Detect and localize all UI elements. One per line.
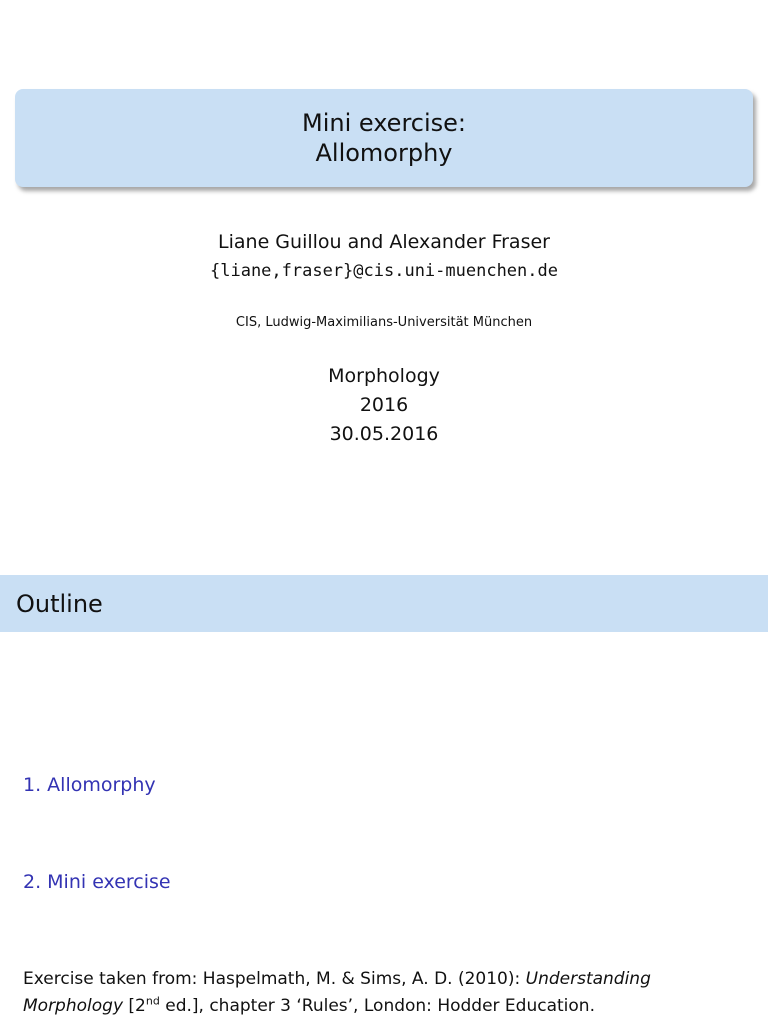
toc-item-mini-exercise[interactable]: 2. Mini exercise [23, 871, 171, 893]
reference-prefix: Exercise taken from: Haspelmath, M. & Sims, A. D. (2010): [23, 969, 526, 989]
title-line-1: Mini exercise: [301, 109, 466, 137]
frame-title-bar [0, 575, 768, 632]
reference-edition-close: ed.], chapter 3 ‘Rules’, London: Hodder Education. [159, 996, 595, 1016]
reference-book-title: Understanding Morphology [23, 969, 651, 1016]
title-box [15, 89, 753, 187]
course-date: 30.05.2016 [329, 423, 439, 445]
outline-slide [0, 575, 768, 1024]
reference-edition-sup: nd [145, 994, 160, 1008]
reference-note [23, 966, 743, 1020]
course-year: 2016 [359, 394, 409, 416]
frame-title: Outline [16, 590, 103, 618]
institute: CIS, Ludwig-Maximilians-Universität München [235, 315, 533, 330]
author-email: {liane,fraser}@cis.uni-muenchen.de [210, 261, 558, 281]
course-name: Morphology [328, 365, 440, 387]
title-line-2: Allomorphy [315, 139, 453, 167]
reference-edition-open: [2 [123, 996, 146, 1016]
course-info [0, 362, 768, 449]
authors: Liane Guillou and Alexander Fraser [218, 231, 550, 253]
toc-item-allomorphy[interactable]: 1. Allomorphy [23, 774, 156, 796]
